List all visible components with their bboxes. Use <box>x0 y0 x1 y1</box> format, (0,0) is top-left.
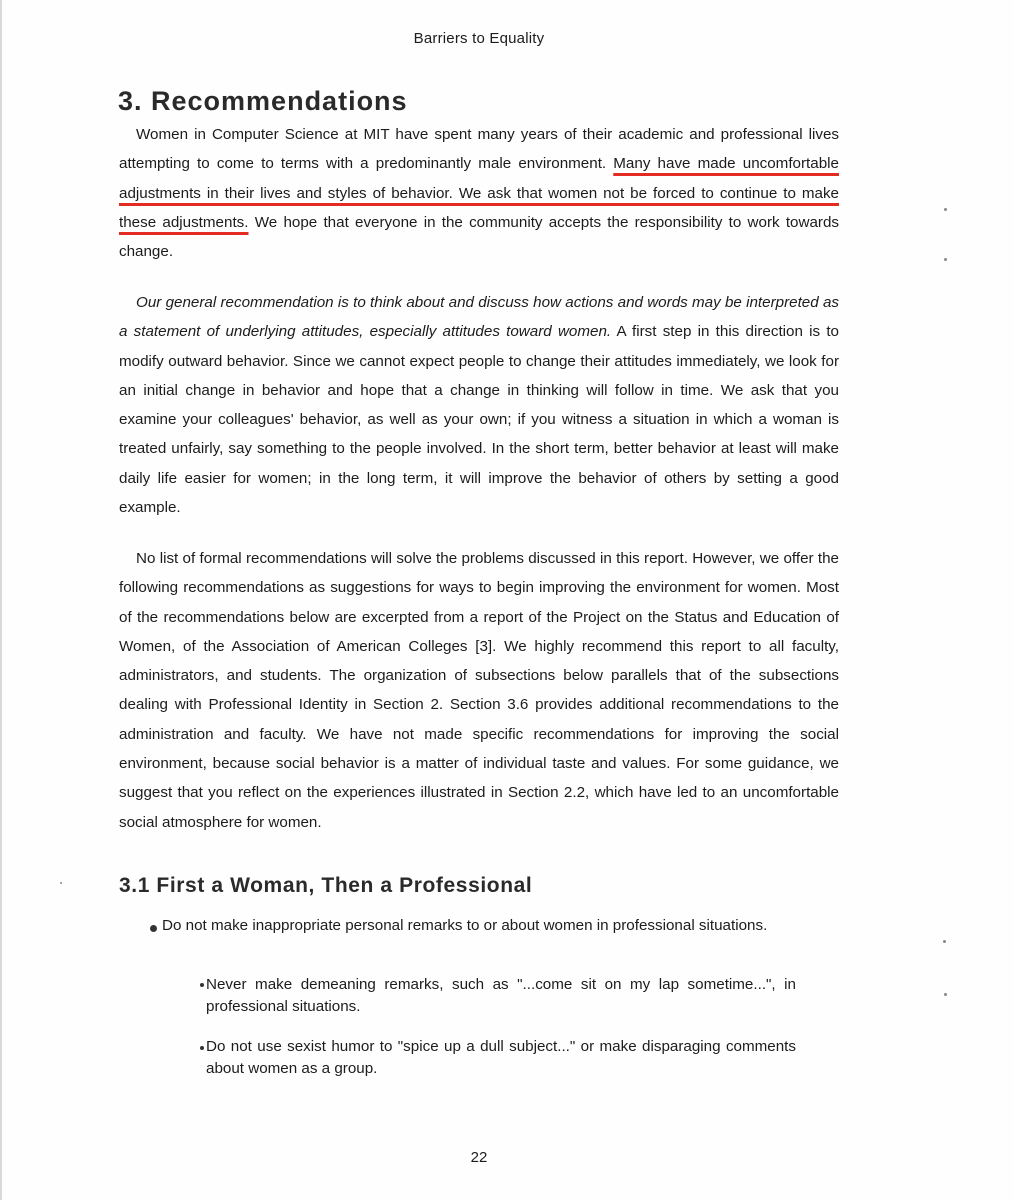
section-title: 3. Recommendations <box>118 86 408 116</box>
page-edge <box>0 0 2 1200</box>
sub-bullet-2: Do not use sexist humor to "spice up a dull subject..." or make disparaging comments about women as a group. <box>206 1038 796 1077</box>
sub-bullet-dot <box>200 1046 204 1050</box>
scan-speck <box>943 940 946 943</box>
running-header: Barriers to Equality <box>413 30 545 47</box>
sub-bullet-dot <box>200 983 204 987</box>
scan-speck <box>60 882 62 884</box>
scan-speck <box>944 208 947 211</box>
paragraph-2-text: A first step in this direction is to modify outward behavior. Since we cannot expect people to change their attitudes immediately, we look for an initial change in behavior and hope that a change in thinking will follow in time. We ask that you examine your colleagues' behavior, as well as your own; if you witness a situation in which a woman is treated unfairly, say something to the people involved. In the short term, better behavior at least will make daily life easier for women; in the long term, it will improve the behavior of others by setting a good example. <box>119 323 839 517</box>
subsection-title: 3.1 First a Woman, Then a Professional <box>119 874 533 897</box>
sub-bullet-1: Never make demeaning remarks, such as "...come sit on my lap sometime...", in professional situations. <box>206 976 796 1015</box>
paragraph-1-text: Women in Computer Science at MIT have spent many years of their academic and professional lives attempting to come to terms with a predominantly male environment. <box>119 126 839 173</box>
paragraph-2 <box>119 288 839 522</box>
page-number: 22 <box>470 1149 488 1166</box>
general-recommendation-italic: Our general recommendation is to think about and discuss how actions and words may be interpreted as a statement of underlying attitudes, especially attitudes toward women. <box>119 294 839 341</box>
highlighted-text: Many have made uncomfortable adjustments in their lives and styles of behavior. We ask that women not be forced to continue to make these adjustments. <box>119 155 839 231</box>
paragraph-1 <box>119 120 839 266</box>
scan-speck <box>944 258 947 261</box>
scan-speck <box>944 993 947 996</box>
bullet-dot <box>150 925 157 932</box>
bullet-main: Do not make inappropriate personal remarks to or about women in professional situations. <box>162 917 768 934</box>
paragraph-3: No list of formal recommendations will solve the problems discussed in this report. However, we offer the following recommendations as suggestions for ways to begin improving the environment for women. Most of the recommendations below are excerpted from a report of the Project on the Status and Education of Women, of the Association of American Colleges [3]. We highly recommend this report to all faculty, administrators, and students. The organization of subsections below parallels that of the subsections dealing with Professional Identity in Section 2. Section 3.6 provides additional recommendations to the administration and faculty. We have not made specific recommendations for improving the social environment, because social behavior is a matter of individual taste and values. For some guidance, we suggest that you reflect on the experiences illustrated in Section 2.2, which have led to an uncomfortable social atmosphere for women. <box>119 550 839 831</box>
paragraph-1-text-end: We hope that everyone in the community accepts the responsibility to work towards change. <box>119 213 839 261</box>
